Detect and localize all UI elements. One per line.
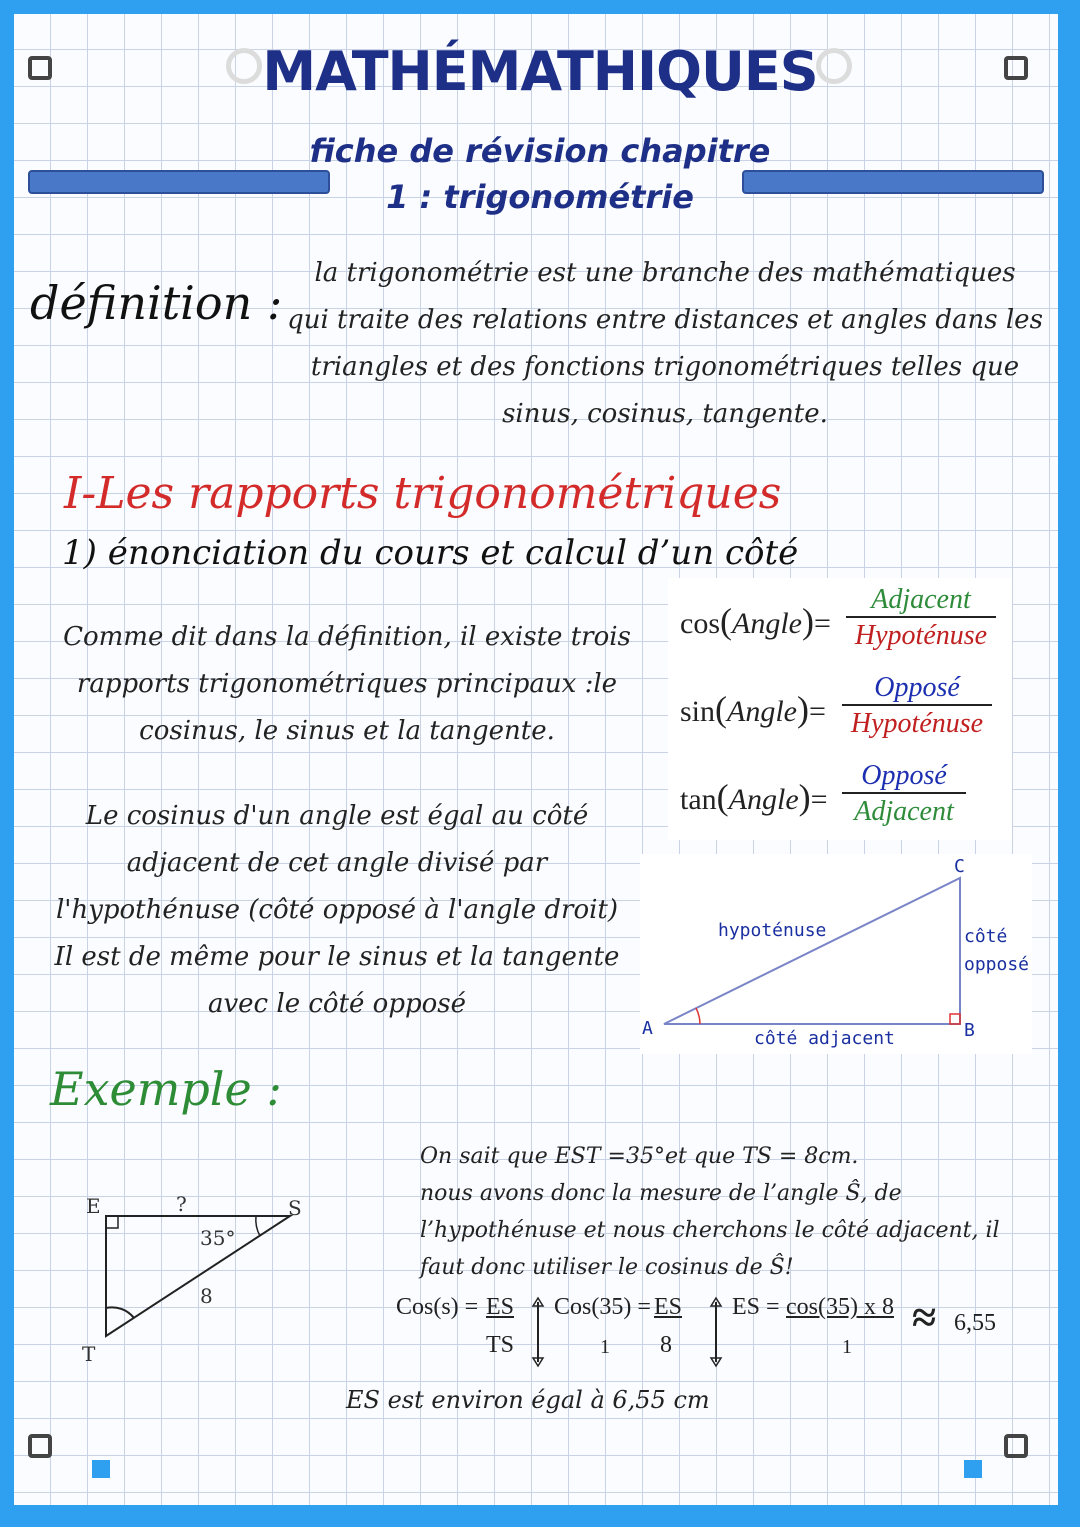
opposite-label: côté — [964, 926, 1008, 947]
subtitle-line1: fiche de révision chapitre — [309, 132, 771, 170]
vertex-c-label: C — [954, 856, 965, 877]
intro-paragraph — [52, 614, 642, 755]
arrow-icon — [530, 1296, 546, 1368]
page-subtitle — [300, 128, 780, 220]
calc-step3-num: cos(35) x 8 — [786, 1294, 894, 1320]
formula-func: sin — [680, 695, 716, 728]
angle-value: 35 — [200, 1226, 226, 1250]
approx-symbol: ≈ — [912, 1293, 937, 1342]
formula-func: tan — [680, 783, 717, 816]
conclusion: ES est environ égal à 6,55 cm — [346, 1386, 710, 1414]
calc-step2-left-wrap — [554, 1294, 651, 1321]
angle-arc — [696, 1008, 700, 1024]
paragraph-line: cosinus, le sinus et la tangente. — [139, 716, 555, 746]
paragraph-line: l'hypothénuse (côté opposé à l'angle droit) — [55, 895, 619, 925]
fraction-denominator: Adjacent — [842, 792, 966, 828]
definition-label: définition : — [30, 276, 283, 330]
paragraph-line: Il est de même pour le sinus et la tangente — [54, 942, 620, 972]
corner-bracket-icon — [28, 1434, 52, 1458]
example-line: nous avons donc la mesure de l’angle Ŝ, de — [420, 1181, 902, 1206]
calc-step1-left: Cos(s) = — [396, 1294, 479, 1320]
section-subtitle: 1) énonciation du cours et calcul d’un côté — [62, 533, 799, 573]
unknown-side-label: ? — [176, 1192, 187, 1216]
example-line: l’hypothénuse et nous cherchons le côté adjacent, il — [420, 1218, 1000, 1243]
paragraph-line: rapports trigonométriques principaux :le — [76, 669, 618, 699]
formula-arg: Angle — [727, 695, 797, 728]
calc-step3-left: ES = — [732, 1294, 780, 1320]
formula-arg: Angle — [732, 607, 802, 640]
fraction-numerator: Opposé — [861, 760, 947, 791]
formula-func: cos — [680, 607, 720, 640]
explanation-paragraph — [42, 793, 632, 1028]
calc-step1-den: TS — [486, 1332, 515, 1358]
paragraph-line: Comme dit dans la définition, il existe trois — [63, 622, 631, 652]
calc-step2-left: Cos(35) = — [554, 1294, 651, 1320]
fraction-denominator: Hypoténuse — [846, 616, 996, 652]
vertex-t-label: T — [82, 1342, 96, 1366]
definition-line: sinus, cosinus, tangente. — [502, 399, 828, 429]
paragraph-line: Le cosinus d'un angle est égal au côté — [85, 801, 589, 831]
example-heading: Exemple : — [50, 1062, 282, 1116]
right-angle-mark — [106, 1216, 118, 1228]
blue-square-icon — [964, 1460, 982, 1478]
header-bar-left — [28, 170, 330, 194]
triangle-diagram — [640, 854, 1032, 1054]
angle-value-label: 35° — [200, 1226, 236, 1250]
calc-step3-den: 1 — [842, 1336, 852, 1358]
paragraph-line: adjacent de cet angle divisé par — [126, 848, 548, 878]
vertex-a-label: A — [642, 1018, 653, 1039]
formula-sin: sin(Angle)= — [680, 689, 826, 729]
vertex-b-label: B — [964, 1020, 975, 1041]
angle-arc-t — [106, 1307, 134, 1318]
example-triangle — [60, 1180, 320, 1380]
formula-tan: tan(Angle)= — [680, 777, 828, 817]
definition-line: triangles et des fonctions trigonométriques telles que — [310, 352, 1020, 382]
fraction-denominator: Hypoténuse — [842, 704, 992, 740]
blue-square-icon — [92, 1460, 110, 1478]
adjacent-label: côté adjacent — [754, 1028, 895, 1049]
formula-arg: Angle — [728, 783, 799, 816]
formula-box — [668, 578, 1012, 840]
calc-result: 6,55 — [954, 1310, 996, 1336]
definition-line: qui traite des relations entre distances et angles dans les — [287, 305, 1043, 335]
calc-step2-one: 1 — [600, 1336, 610, 1358]
fraction-numerator: Adjacent — [871, 584, 971, 615]
vertex-s-label: S — [288, 1196, 302, 1220]
subtitle-line2: 1 : trigonométrie — [386, 178, 694, 216]
hypotenuse-label: hypoténuse — [718, 920, 827, 941]
example-line: faut donc utiliser le cosinus de Ŝ! — [420, 1255, 794, 1280]
opposite-label: opposé — [964, 954, 1030, 975]
arrow-icon — [708, 1296, 724, 1368]
example-line: On sait que EST =35°et que TS = 8cm. — [420, 1144, 859, 1169]
triangle-shape — [664, 878, 960, 1024]
section-title: I-Les rapports trigonométriques — [64, 468, 782, 519]
header-bar-right — [742, 170, 1044, 194]
hypotenuse-value: 8 — [200, 1284, 213, 1308]
paragraph-line: avec le côté opposé — [207, 989, 466, 1019]
formula-cos-fraction — [846, 584, 996, 652]
angle-arc-s — [256, 1216, 260, 1236]
example-text — [420, 1138, 1020, 1286]
page-title: MATHÉMATHIQUES — [262, 40, 818, 103]
definition-line: la trigonométrie est une branche des mathématiques — [314, 258, 1016, 288]
formula-tan-fraction — [842, 760, 966, 828]
calc-step2-den: 8 — [660, 1332, 672, 1358]
formula-cos: cos(Angle)= — [680, 601, 831, 641]
calc-step1-num: ES — [486, 1294, 515, 1320]
calc-step2-num: ES — [654, 1294, 683, 1320]
right-angle-mark — [950, 1014, 960, 1024]
fraction-numerator: Opposé — [874, 672, 960, 703]
definition-text — [280, 250, 1050, 438]
vertex-e-label: E — [86, 1194, 101, 1218]
formula-sin-fraction — [842, 672, 992, 740]
corner-bracket-icon — [1004, 1434, 1028, 1458]
calculation-row — [396, 1290, 1036, 1380]
